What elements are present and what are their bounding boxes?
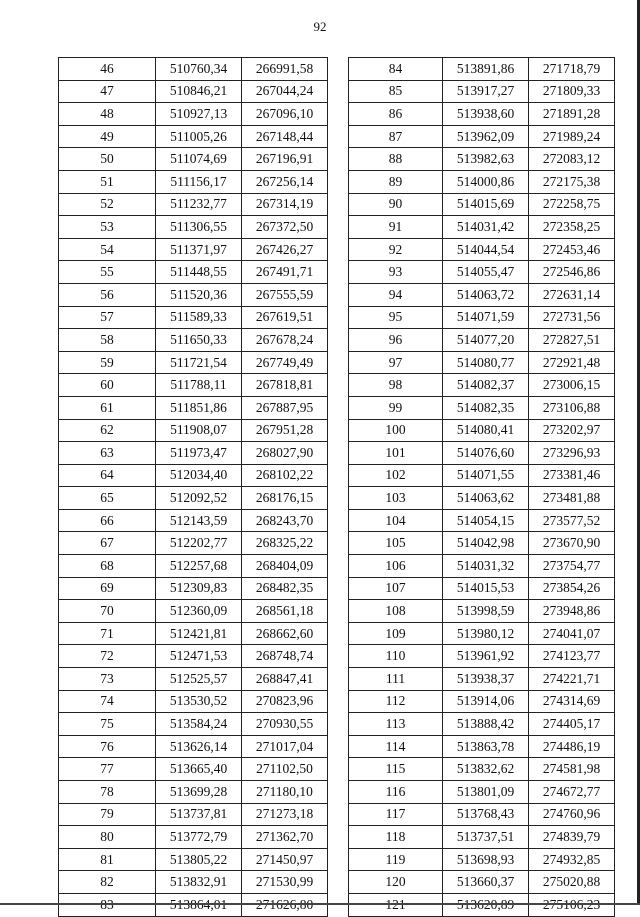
table-row xyxy=(59,464,328,487)
y-coordinate-cell: 268027,90 xyxy=(242,442,328,465)
x-coordinate-cell: 511306,55 xyxy=(156,216,242,239)
point-number-cell: 78 xyxy=(59,781,156,804)
y-coordinate-cell: 271273,18 xyxy=(242,803,328,826)
x-coordinate-cell: 514063,72 xyxy=(443,283,529,306)
y-coordinate-cell: 266991,58 xyxy=(242,58,328,81)
table-row xyxy=(59,442,328,465)
x-coordinate-cell: 514031,32 xyxy=(443,555,529,578)
table-row xyxy=(59,374,328,397)
point-number-cell: 56 xyxy=(59,283,156,306)
point-number-cell: 79 xyxy=(59,803,156,826)
point-number-cell: 105 xyxy=(349,532,443,555)
x-coordinate-cell: 514063,62 xyxy=(443,487,529,510)
point-number-cell: 74 xyxy=(59,690,156,713)
point-number-cell: 82 xyxy=(59,871,156,894)
point-number-cell: 85 xyxy=(349,80,443,103)
point-number-cell: 118 xyxy=(349,826,443,849)
table-row xyxy=(59,645,328,668)
point-number-cell: 62 xyxy=(59,419,156,442)
table-row xyxy=(349,735,615,758)
point-number-cell: 87 xyxy=(349,125,443,148)
x-coordinate-cell: 514076,60 xyxy=(443,442,529,465)
point-number-cell: 106 xyxy=(349,555,443,578)
table-row xyxy=(59,193,328,216)
point-number-cell: 80 xyxy=(59,826,156,849)
x-coordinate-cell: 513914,06 xyxy=(443,690,529,713)
table-row xyxy=(59,668,328,691)
x-coordinate-cell: 513626,14 xyxy=(156,735,242,758)
point-number-cell: 72 xyxy=(59,645,156,668)
table-row xyxy=(349,170,615,193)
y-coordinate-cell: 272631,14 xyxy=(529,283,615,306)
point-number-cell: 97 xyxy=(349,351,443,374)
x-coordinate-cell: 514042,98 xyxy=(443,532,529,555)
table-row xyxy=(59,80,328,103)
table-row xyxy=(59,58,328,81)
y-coordinate-cell: 267314,19 xyxy=(242,193,328,216)
point-number-cell: 104 xyxy=(349,509,443,532)
x-coordinate-cell: 514000,86 xyxy=(443,170,529,193)
y-coordinate-cell: 267372,50 xyxy=(242,216,328,239)
table-row xyxy=(349,487,615,510)
y-coordinate-cell: 274405,17 xyxy=(529,713,615,736)
x-coordinate-cell: 513982,63 xyxy=(443,148,529,171)
x-coordinate-cell: 514031,42 xyxy=(443,216,529,239)
y-coordinate-cell: 271180,10 xyxy=(242,781,328,804)
point-number-cell: 115 xyxy=(349,758,443,781)
x-coordinate-cell: 511973,47 xyxy=(156,442,242,465)
table-row xyxy=(349,713,615,736)
y-coordinate-cell: 268561,18 xyxy=(242,600,328,623)
x-coordinate-cell: 513584,24 xyxy=(156,713,242,736)
table-row xyxy=(349,216,615,239)
y-coordinate-cell: 271809,33 xyxy=(529,80,615,103)
table-row xyxy=(349,148,615,171)
y-coordinate-cell: 267256,14 xyxy=(242,170,328,193)
table-row xyxy=(349,848,615,871)
point-number-cell: 60 xyxy=(59,374,156,397)
x-coordinate-cell: 514015,69 xyxy=(443,193,529,216)
table-row xyxy=(59,329,328,352)
y-coordinate-cell: 274932,85 xyxy=(529,848,615,871)
x-coordinate-cell: 511448,55 xyxy=(156,261,242,284)
point-number-cell: 110 xyxy=(349,645,443,668)
x-coordinate-cell: 511156,17 xyxy=(156,170,242,193)
point-number-cell: 101 xyxy=(349,442,443,465)
x-coordinate-cell: 511851,86 xyxy=(156,396,242,419)
x-coordinate-cell: 511520,36 xyxy=(156,283,242,306)
table-row xyxy=(349,645,615,668)
point-number-cell: 70 xyxy=(59,600,156,623)
y-coordinate-cell: 271718,79 xyxy=(529,58,615,81)
table-row xyxy=(59,306,328,329)
table-row xyxy=(59,396,328,419)
table-row xyxy=(59,238,328,261)
y-coordinate-cell: 272546,86 xyxy=(529,261,615,284)
y-coordinate-cell: 272731,56 xyxy=(529,306,615,329)
point-number-cell: 84 xyxy=(349,58,443,81)
y-coordinate-cell: 267818,81 xyxy=(242,374,328,397)
point-number-cell: 75 xyxy=(59,713,156,736)
x-coordinate-cell: 510927,13 xyxy=(156,103,242,126)
point-number-cell: 59 xyxy=(59,351,156,374)
x-coordinate-cell: 514071,59 xyxy=(443,306,529,329)
point-number-cell: 102 xyxy=(349,464,443,487)
point-number-cell: 57 xyxy=(59,306,156,329)
table-row xyxy=(59,283,328,306)
point-number-cell: 50 xyxy=(59,148,156,171)
table-row xyxy=(349,419,615,442)
x-coordinate-cell: 513962,09 xyxy=(443,125,529,148)
y-coordinate-cell: 270823,96 xyxy=(242,690,328,713)
table-row xyxy=(349,442,615,465)
table-row xyxy=(59,103,328,126)
y-coordinate-cell: 268404,09 xyxy=(242,555,328,578)
y-coordinate-cell: 271017,04 xyxy=(242,735,328,758)
point-number-cell: 109 xyxy=(349,622,443,645)
table-row xyxy=(59,781,328,804)
table-row xyxy=(349,283,615,306)
x-coordinate-cell: 513530,52 xyxy=(156,690,242,713)
x-coordinate-cell: 514015,53 xyxy=(443,577,529,600)
table-row xyxy=(349,125,615,148)
point-number-cell: 49 xyxy=(59,125,156,148)
y-coordinate-cell: 268102,22 xyxy=(242,464,328,487)
table-row xyxy=(59,487,328,510)
y-coordinate-cell: 272083,12 xyxy=(529,148,615,171)
point-number-cell: 46 xyxy=(59,58,156,81)
table-row xyxy=(349,622,615,645)
x-coordinate-cell: 514080,77 xyxy=(443,351,529,374)
x-coordinate-cell: 513832,91 xyxy=(156,871,242,894)
table-row xyxy=(349,464,615,487)
x-coordinate-cell: 511788,11 xyxy=(156,374,242,397)
table-row xyxy=(349,781,615,804)
y-coordinate-cell: 267678,24 xyxy=(242,329,328,352)
x-coordinate-cell: 513917,27 xyxy=(443,80,529,103)
y-coordinate-cell: 272258,75 xyxy=(529,193,615,216)
x-coordinate-cell: 513938,37 xyxy=(443,668,529,691)
x-coordinate-cell: 513737,51 xyxy=(443,826,529,849)
point-number-cell: 108 xyxy=(349,600,443,623)
table-row xyxy=(349,103,615,126)
table-row xyxy=(349,690,615,713)
point-number-cell: 71 xyxy=(59,622,156,645)
point-number-cell: 107 xyxy=(349,577,443,600)
x-coordinate-cell: 513938,60 xyxy=(443,103,529,126)
y-coordinate-cell: 271450,97 xyxy=(242,848,328,871)
point-number-cell: 52 xyxy=(59,193,156,216)
x-coordinate-cell: 511650,33 xyxy=(156,329,242,352)
point-number-cell: 93 xyxy=(349,261,443,284)
y-coordinate-cell: 273670,90 xyxy=(529,532,615,555)
table-row xyxy=(59,170,328,193)
y-coordinate-cell: 267196,91 xyxy=(242,148,328,171)
point-number-cell: 98 xyxy=(349,374,443,397)
y-coordinate-cell: 267555,59 xyxy=(242,283,328,306)
y-coordinate-cell: 272453,46 xyxy=(529,238,615,261)
y-coordinate-cell: 273106,88 xyxy=(529,396,615,419)
table-row xyxy=(349,80,615,103)
table-row xyxy=(349,555,615,578)
x-coordinate-cell: 513805,22 xyxy=(156,848,242,871)
table-row xyxy=(349,509,615,532)
x-coordinate-cell: 512257,68 xyxy=(156,555,242,578)
y-coordinate-cell: 273481,88 xyxy=(529,487,615,510)
table-row xyxy=(59,871,328,894)
table-row xyxy=(349,577,615,600)
x-coordinate-cell: 511371,97 xyxy=(156,238,242,261)
point-number-cell: 48 xyxy=(59,103,156,126)
table-row xyxy=(59,216,328,239)
y-coordinate-cell: 273854,26 xyxy=(529,577,615,600)
table-row xyxy=(59,600,328,623)
table-row xyxy=(59,735,328,758)
table-row xyxy=(59,125,328,148)
point-number-cell: 47 xyxy=(59,80,156,103)
table-row xyxy=(349,826,615,849)
x-coordinate-cell: 513863,78 xyxy=(443,735,529,758)
x-coordinate-cell: 514071,55 xyxy=(443,464,529,487)
point-number-cell: 55 xyxy=(59,261,156,284)
table-row xyxy=(349,329,615,352)
y-coordinate-cell: 273202,97 xyxy=(529,419,615,442)
table-row xyxy=(59,577,328,600)
x-coordinate-cell: 513998,59 xyxy=(443,600,529,623)
y-coordinate-cell: 274123,77 xyxy=(529,645,615,668)
x-coordinate-cell: 514080,41 xyxy=(443,419,529,442)
table-row xyxy=(349,396,615,419)
x-coordinate-cell: 511908,07 xyxy=(156,419,242,442)
x-coordinate-cell: 514082,37 xyxy=(443,374,529,397)
x-coordinate-cell: 513888,42 xyxy=(443,713,529,736)
point-number-cell: 95 xyxy=(349,306,443,329)
x-coordinate-cell: 514054,15 xyxy=(443,509,529,532)
x-coordinate-cell: 512092,52 xyxy=(156,487,242,510)
x-coordinate-cell: 513698,93 xyxy=(443,848,529,871)
x-coordinate-cell: 514077,20 xyxy=(443,329,529,352)
point-number-cell: 73 xyxy=(59,668,156,691)
x-coordinate-cell: 513891,86 xyxy=(443,58,529,81)
point-number-cell: 112 xyxy=(349,690,443,713)
table-row xyxy=(349,600,615,623)
y-coordinate-cell: 273296,93 xyxy=(529,442,615,465)
x-coordinate-cell: 513961,92 xyxy=(443,645,529,668)
x-coordinate-cell: 511721,54 xyxy=(156,351,242,374)
y-coordinate-cell: 274486,19 xyxy=(529,735,615,758)
point-number-cell: 114 xyxy=(349,735,443,758)
x-coordinate-cell: 512309,83 xyxy=(156,577,242,600)
point-number-cell: 63 xyxy=(59,442,156,465)
table-row xyxy=(59,261,328,284)
y-coordinate-cell: 271530,99 xyxy=(242,871,328,894)
y-coordinate-cell: 267619,51 xyxy=(242,306,328,329)
y-coordinate-cell: 267096,10 xyxy=(242,103,328,126)
point-number-cell: 92 xyxy=(349,238,443,261)
y-coordinate-cell: 267749,49 xyxy=(242,351,328,374)
y-coordinate-cell: 274839,79 xyxy=(529,826,615,849)
table-row xyxy=(59,419,328,442)
y-coordinate-cell: 272921,48 xyxy=(529,351,615,374)
point-number-cell: 100 xyxy=(349,419,443,442)
page-number: 92 xyxy=(313,19,327,34)
y-coordinate-cell: 274581,98 xyxy=(529,758,615,781)
table-row xyxy=(349,803,615,826)
y-coordinate-cell: 273754,77 xyxy=(529,555,615,578)
point-number-cell: 99 xyxy=(349,396,443,419)
point-number-cell: 91 xyxy=(349,216,443,239)
x-coordinate-cell: 512143,59 xyxy=(156,509,242,532)
x-coordinate-cell: 511005,26 xyxy=(156,125,242,148)
y-coordinate-cell: 267887,95 xyxy=(242,396,328,419)
table-row xyxy=(349,238,615,261)
table-row xyxy=(59,532,328,555)
y-coordinate-cell: 267951,28 xyxy=(242,419,328,442)
x-coordinate-cell: 514082,35 xyxy=(443,396,529,419)
point-number-cell: 51 xyxy=(59,170,156,193)
x-coordinate-cell: 512202,77 xyxy=(156,532,242,555)
x-coordinate-cell: 510760,34 xyxy=(156,58,242,81)
table-row xyxy=(59,848,328,871)
point-number-cell: 67 xyxy=(59,532,156,555)
table-row xyxy=(349,261,615,284)
y-coordinate-cell: 268662,60 xyxy=(242,622,328,645)
point-number-cell: 58 xyxy=(59,329,156,352)
y-coordinate-cell: 271891,28 xyxy=(529,103,615,126)
table-row xyxy=(59,148,328,171)
table-row xyxy=(349,306,615,329)
table-row xyxy=(59,803,328,826)
y-coordinate-cell: 271102,50 xyxy=(242,758,328,781)
table-row xyxy=(59,509,328,532)
point-number-cell: 119 xyxy=(349,848,443,871)
y-coordinate-cell: 273381,46 xyxy=(529,464,615,487)
y-coordinate-cell: 268325,22 xyxy=(242,532,328,555)
point-number-cell: 111 xyxy=(349,668,443,691)
coordinates-table-right xyxy=(348,57,615,917)
point-number-cell: 113 xyxy=(349,713,443,736)
y-coordinate-cell: 274672,77 xyxy=(529,781,615,804)
point-number-cell: 116 xyxy=(349,781,443,804)
table-row xyxy=(349,374,615,397)
x-coordinate-cell: 514044,54 xyxy=(443,238,529,261)
table-row xyxy=(349,58,615,81)
point-number-cell: 88 xyxy=(349,148,443,171)
table-row xyxy=(59,758,328,781)
point-number-cell: 117 xyxy=(349,803,443,826)
x-coordinate-cell: 510846,21 xyxy=(156,80,242,103)
x-coordinate-cell: 513832,62 xyxy=(443,758,529,781)
x-coordinate-cell: 513980,12 xyxy=(443,622,529,645)
y-coordinate-cell: 274760,96 xyxy=(529,803,615,826)
y-coordinate-cell: 267044,24 xyxy=(242,80,328,103)
y-coordinate-cell: 268243,70 xyxy=(242,509,328,532)
y-coordinate-cell: 274221,71 xyxy=(529,668,615,691)
point-number-cell: 65 xyxy=(59,487,156,510)
x-coordinate-cell: 513660,37 xyxy=(443,871,529,894)
y-coordinate-cell: 268176,15 xyxy=(242,487,328,510)
point-number-cell: 86 xyxy=(349,103,443,126)
x-coordinate-cell: 511232,77 xyxy=(156,193,242,216)
point-number-cell: 68 xyxy=(59,555,156,578)
point-number-cell: 103 xyxy=(349,487,443,510)
table-row xyxy=(349,193,615,216)
table-row xyxy=(59,555,328,578)
y-coordinate-cell: 267148,44 xyxy=(242,125,328,148)
x-coordinate-cell: 511589,33 xyxy=(156,306,242,329)
x-coordinate-cell: 512525,57 xyxy=(156,668,242,691)
table-row xyxy=(349,668,615,691)
y-coordinate-cell: 275020,88 xyxy=(529,871,615,894)
y-coordinate-cell: 267426,27 xyxy=(242,238,328,261)
y-coordinate-cell: 272827,51 xyxy=(529,329,615,352)
point-number-cell: 77 xyxy=(59,758,156,781)
y-coordinate-cell: 271989,24 xyxy=(529,125,615,148)
point-number-cell: 90 xyxy=(349,193,443,216)
x-coordinate-cell: 514055,47 xyxy=(443,261,529,284)
y-coordinate-cell: 272358,25 xyxy=(529,216,615,239)
point-number-cell: 94 xyxy=(349,283,443,306)
x-coordinate-cell: 511074,69 xyxy=(156,148,242,171)
y-coordinate-cell: 272175,38 xyxy=(529,170,615,193)
point-number-cell: 96 xyxy=(349,329,443,352)
x-coordinate-cell: 513665,40 xyxy=(156,758,242,781)
x-coordinate-cell: 512034,40 xyxy=(156,464,242,487)
y-coordinate-cell: 273006,15 xyxy=(529,374,615,397)
x-coordinate-cell: 512360,09 xyxy=(156,600,242,623)
y-coordinate-cell: 273577,52 xyxy=(529,509,615,532)
y-coordinate-cell: 271362,70 xyxy=(242,826,328,849)
table-row xyxy=(349,532,615,555)
table-row xyxy=(59,351,328,374)
point-number-cell: 69 xyxy=(59,577,156,600)
x-coordinate-cell: 513801,09 xyxy=(443,781,529,804)
table-row xyxy=(59,690,328,713)
x-coordinate-cell: 513772,79 xyxy=(156,826,242,849)
x-coordinate-cell: 513737,81 xyxy=(156,803,242,826)
table-row xyxy=(59,826,328,849)
y-coordinate-cell: 270930,55 xyxy=(242,713,328,736)
table-row xyxy=(59,713,328,736)
x-coordinate-cell: 512471,53 xyxy=(156,645,242,668)
y-coordinate-cell: 274041,07 xyxy=(529,622,615,645)
y-coordinate-cell: 267491,71 xyxy=(242,261,328,284)
point-number-cell: 54 xyxy=(59,238,156,261)
point-number-cell: 120 xyxy=(349,871,443,894)
point-number-cell: 64 xyxy=(59,464,156,487)
y-coordinate-cell: 273948,86 xyxy=(529,600,615,623)
y-coordinate-cell: 268482,35 xyxy=(242,577,328,600)
table-row xyxy=(349,871,615,894)
point-number-cell: 76 xyxy=(59,735,156,758)
coordinates-table-left xyxy=(58,57,328,917)
point-number-cell: 66 xyxy=(59,509,156,532)
y-coordinate-cell: 274314,69 xyxy=(529,690,615,713)
x-coordinate-cell: 512421,81 xyxy=(156,622,242,645)
x-coordinate-cell: 513699,28 xyxy=(156,781,242,804)
x-coordinate-cell: 513768,43 xyxy=(443,803,529,826)
point-number-cell: 61 xyxy=(59,396,156,419)
table-row xyxy=(349,758,615,781)
y-coordinate-cell: 268748,74 xyxy=(242,645,328,668)
point-number-cell: 81 xyxy=(59,848,156,871)
table-row xyxy=(59,622,328,645)
table-row xyxy=(349,351,615,374)
point-number-cell: 89 xyxy=(349,170,443,193)
point-number-cell: 53 xyxy=(59,216,156,239)
y-coordinate-cell: 268847,41 xyxy=(242,668,328,691)
